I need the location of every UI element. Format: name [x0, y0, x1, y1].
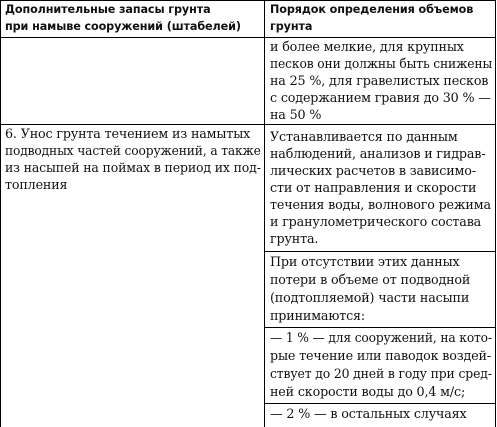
row2-col2-p1-line-7: грунта.	[270, 231, 319, 246]
row2-col2-p2-line-2: потери в объеме от подводной	[270, 272, 471, 287]
row2-col2-p2-line-1: При отсутствии этих данных	[270, 254, 460, 269]
row1-col2-line-5: на 50 %	[270, 107, 322, 122]
row2-col1-line-2: подводных частей сооружений, а также	[5, 143, 261, 158]
row2-col1-line-3: из насыпей на поймах в период их под-	[5, 160, 261, 175]
row2-col2-p1-line-3: лических расчетов в зависимо-	[270, 163, 476, 178]
header-col1-line-2: при намыве сооружений (штабелей)	[5, 20, 241, 33]
row2-col2-p3-line-1: — 1 % — для сооружений, на кото-	[270, 330, 492, 345]
row2-col2-p2-line-4: принимаются:	[270, 308, 366, 323]
row2-col2-p1-line-1: Устанавливается по данным	[270, 129, 458, 144]
table-left-border	[0, 0, 1, 427]
cell-subline-2	[265, 327, 496, 328]
header-col2-line-1: Порядок определения объемов	[270, 3, 474, 16]
row1-bottom-border	[0, 124, 496, 125]
header-bottom-border	[0, 37, 496, 38]
row1-col2-line-4: с содержанием гравия до 30 % —	[270, 90, 491, 105]
table-top-border	[0, 0, 496, 1]
cell-subline-3	[265, 403, 496, 404]
row2-col2-p1-line-2: наблюдений, анализов и гидрав-	[270, 146, 486, 161]
table-right-border	[495, 0, 496, 427]
column-divider	[264, 0, 265, 427]
row2-col2-p3-line-3: ствует до 20 дней в году при сред-	[270, 366, 492, 381]
row2-col2-p3-line-4: ней скорости воды до 0,4 м/с;	[270, 384, 466, 399]
row2-col1-line-4: топления	[5, 177, 68, 192]
row2-col2-p1-line-4: сти от направления и скорости	[270, 180, 477, 195]
row1-col2-line-1: и более мелкие, для крупных	[270, 39, 464, 54]
header-col1-line-1: Дополнительные запасы грунта	[5, 3, 211, 16]
row2-col2-p2-line-3: (подтопляемой) части насыпи	[270, 290, 470, 305]
row2-col2-p4-line-1: — 2 % — в остальных случаях	[270, 406, 467, 421]
row2-col1-line-1: 6. Унос грунта течением из намытых	[5, 126, 251, 141]
cell-subline-1	[265, 251, 496, 252]
row2-col2-p3-line-2: рые течение или паводок воздей-	[270, 348, 491, 363]
header-col2-line-2: грунта	[270, 20, 313, 33]
row2-col2-p1-line-5: течения воды, волнового режима	[270, 197, 491, 212]
row2-col2-p1-line-6: и гранулометрического состава	[270, 214, 482, 229]
row1-col2-line-2: песков они должны быть снижены	[270, 56, 493, 71]
row1-col2-line-3: на 25 %, для гравелистых песков	[270, 73, 489, 88]
